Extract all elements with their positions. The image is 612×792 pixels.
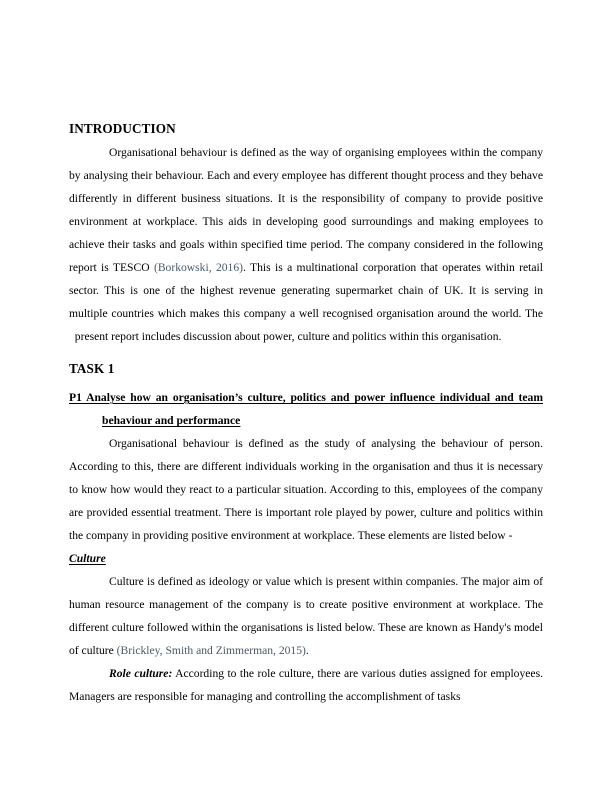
paragraph-task1-body: Organisational behaviour is defined as the study of analysing the behaviour of person. According to this, there are different individuals working in the organisation and thus it is necessary to know how would they react to a particular situation. According to this, employees of the company are provided essential treatment. There is important role played by power, culture and politics within the company in providing positive environment at workplace. These elements are listed below - xyxy=(69,437,543,542)
heading-culture xyxy=(69,547,543,570)
culture-text-part-2: . xyxy=(305,644,309,657)
role-culture-text: According to the role culture, there are various duties assigned for employees. Managers are responsible for managing and controlling the accomplishment of tasks xyxy=(69,667,543,703)
heading-p1-line-2: behaviour and performance xyxy=(102,414,241,427)
heading-task-1: TASK 1 xyxy=(69,361,115,376)
paragraph-introduction xyxy=(69,141,543,348)
document-body xyxy=(69,117,543,708)
heading-culture-label: Culture xyxy=(69,552,106,565)
intro-text-part-2: . This is a multinational corporation that operates within retail sector. This is one of the highest revenue generating supermarket chain of UK. It is serving in multiple countries which makes this company a well recognised organisation around the world. The xyxy=(69,261,543,320)
intro-text-part-3: present report includes discussion about power, culture and politics within this organisation. xyxy=(74,330,502,343)
citation-borkowski-2016: (Borkowski, 2016) xyxy=(153,261,243,274)
heading-p1-line-1: P1 Analyse how an organisation’s culture, politics and power influence individual and team xyxy=(69,391,543,404)
citation-brickley-smith-zimmerman-2015: (Brickley, Smith and Zimmerman, 2015) xyxy=(116,644,306,657)
heading-introduction: INTRODUCTION xyxy=(69,121,176,136)
heading-p1 xyxy=(69,386,543,432)
role-culture-lead-in: Role culture: xyxy=(109,667,173,680)
paragraph-culture-body xyxy=(69,570,543,662)
paragraph-role-culture xyxy=(69,662,543,708)
intro-text-part-1: Organisational behaviour is defined as the way of organising employees within the company by analysing their behaviour. Each and every employee has different thought process and they behave differently in different business situations. It is the responsibility of company to provide positive environment at workplace. This aids in developing good surroundings and making employees to achieve their tasks and goals within specified time period. The company considered in the following report is TESCO xyxy=(69,146,543,274)
culture-text-part-1: Culture is defined as ideology or value which is present within companies. The major aim of human resource management of the company is to create positive environment at workplace. The different culture followed within the organisations is listed below. These are known as Handy's model of culture xyxy=(69,575,543,657)
